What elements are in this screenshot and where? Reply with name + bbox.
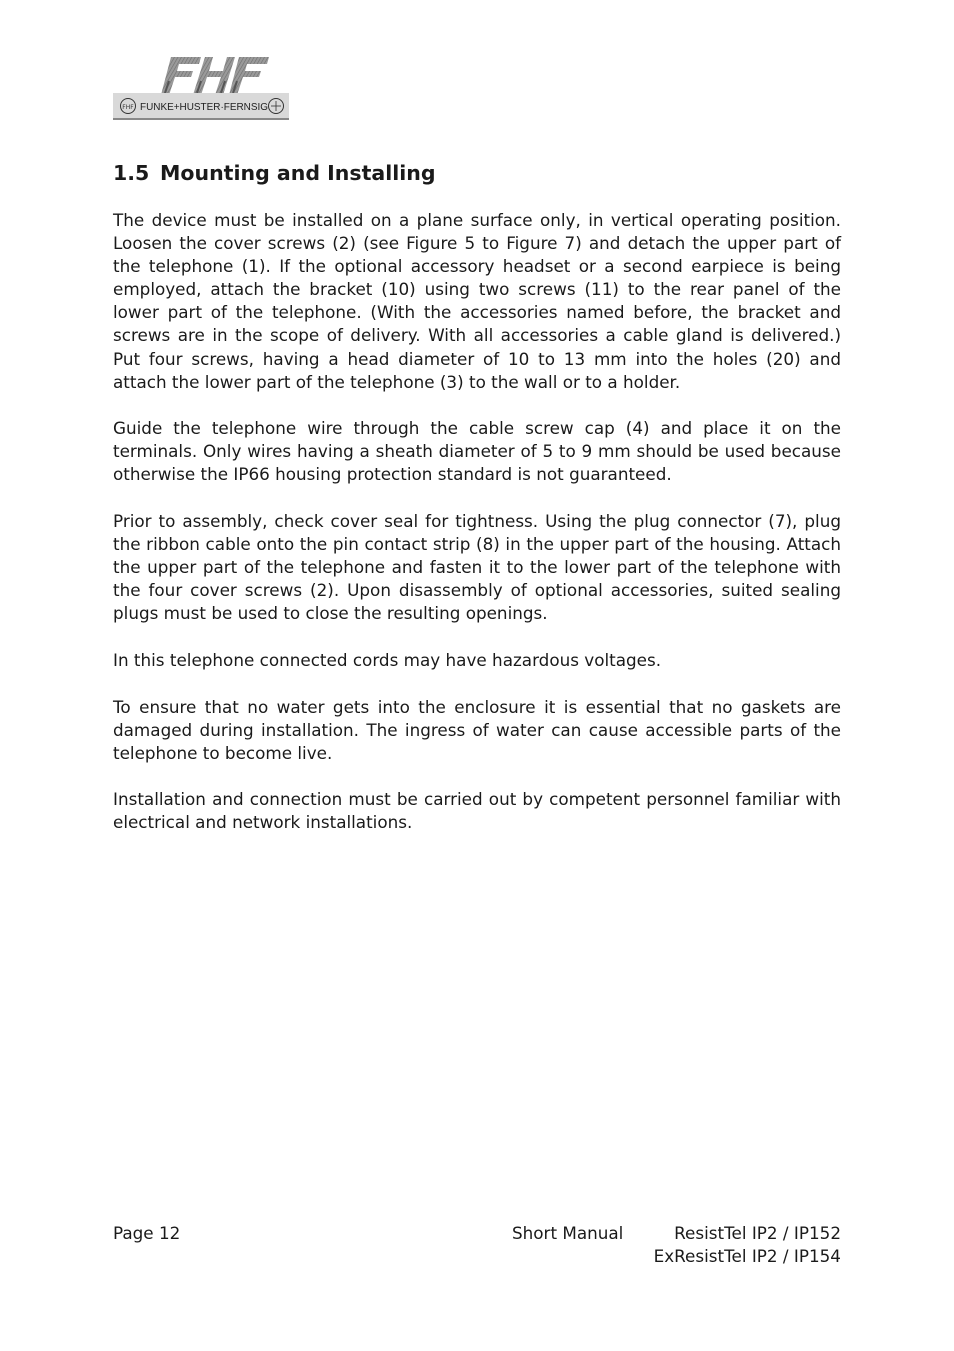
paragraph-water-ingress: To ensure that no water gets into the enclosure it is essential that no gaskets are damaged during installation. The ingress of water can cause accessible parts of the telephone to become live. xyxy=(113,696,841,763)
company-logo xyxy=(113,55,293,123)
paragraph-mounting: The device must be installed on a plane surface only, in vertical operating position. Loosen the cover screws (2) (see Figure 5 to Figure 7) and detach the upper part of the telephone (1). If the optional accessory headset or a second earpiece is being employed, attach the bracket (10) using two screws (11) to the rear panel of the lower part of the telephone. (With the accessories named before, the bracket and screws are in the scope of delivery. With all accessories a cable gland is delivered.) Put four screws, having a head diameter of 10 to 13 mm into the holes (20) and attach the lower part of the telephone (3) to the wall or to a holder. xyxy=(113,210,841,392)
paragraph-personnel: Installation and connection must be carried out by competent personnel familiar with electrical and network installations. xyxy=(113,789,841,833)
svg-text:FHF: FHF xyxy=(122,104,134,111)
section-heading xyxy=(113,158,436,188)
paragraph-assembly: Prior to assembly, check cover seal for tightness. Using the plug connector (7), plug the ribbon cable onto the pin contact strip (8) in the upper part of the housing. Attach the upper part of the telephone and fasten it to the lower part of the telephone with the four cover screws (2). Upon disassembly of optional accessories, suited sealing plugs must be used to close the resulting openings. xyxy=(113,511,841,624)
product-line-1: ResistTel IP2 / IP152 xyxy=(674,1223,841,1243)
page-number: Page 12 xyxy=(113,1223,181,1243)
fhf-logo-graphic xyxy=(113,55,293,123)
product-names xyxy=(654,1222,841,1268)
section-number: 1.5 xyxy=(113,161,150,185)
document-type: Short Manual xyxy=(512,1223,624,1243)
logo-text: FUNKE+HUSTER·FERNSIG xyxy=(140,101,268,113)
body-content xyxy=(113,209,841,858)
paragraph-hazard-warning: In this telephone connected cords may have hazardous voltages. xyxy=(113,650,662,670)
section-title: Mounting and Installing xyxy=(160,161,436,185)
paragraph-wiring: Guide the telephone wire through the cable screw cap (4) and place it on the terminals. Only wires having a sheath diameter of 5 to 9 mm should be used because otherwise the IP66 housing protection standard is not guaranteed. xyxy=(113,418,841,485)
product-line-2: ExResistTel IP2 / IP154 xyxy=(653,1246,841,1266)
